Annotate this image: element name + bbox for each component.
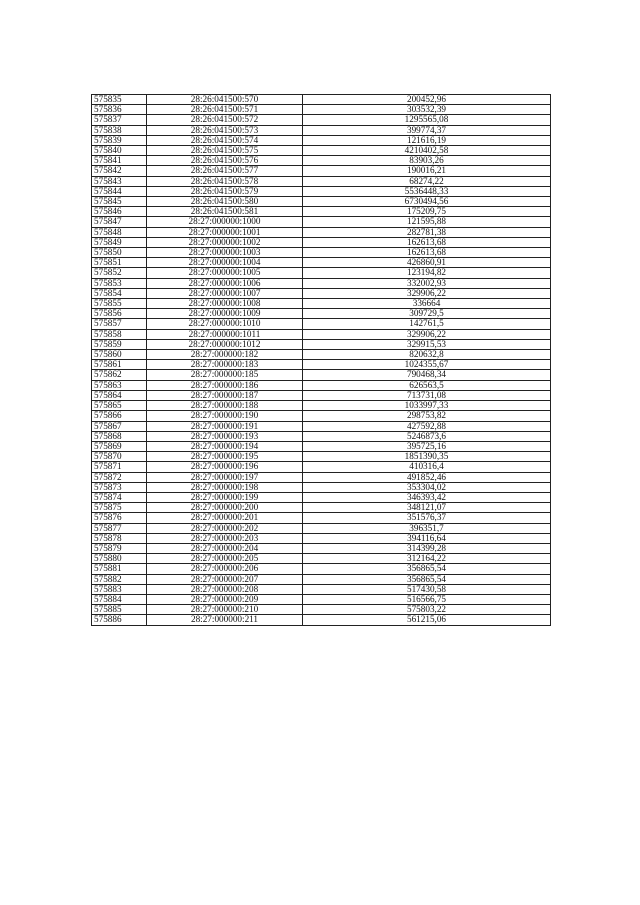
value-cell: 332002,93 [303, 278, 551, 288]
row-number-cell: 575879 [92, 543, 147, 553]
table-row [92, 95, 551, 105]
cadastral-number-cell: 28:27:000000:1006 [147, 278, 303, 288]
value-cell: 312164,22 [303, 554, 551, 564]
value-cell: 395725,16 [303, 441, 551, 451]
value-cell: 4210402,58 [303, 146, 551, 156]
row-number-cell: 575836 [92, 105, 147, 115]
row-number-cell: 575860 [92, 350, 147, 360]
row-number-cell: 575855 [92, 299, 147, 309]
row-number-cell: 575875 [92, 503, 147, 513]
table-row [92, 258, 551, 268]
row-number-cell: 575854 [92, 288, 147, 298]
value-cell: 336664 [303, 299, 551, 309]
row-number-cell: 575851 [92, 258, 147, 268]
cadastral-number-cell: 28:26:041500:572 [147, 115, 303, 125]
value-cell: 123194,82 [303, 268, 551, 278]
value-cell: 309729,5 [303, 309, 551, 319]
table-row [92, 217, 551, 227]
cadastral-number-cell: 28:27:000000:1005 [147, 268, 303, 278]
row-number-cell: 575852 [92, 268, 147, 278]
cadastral-number-cell: 28:27:000000:195 [147, 452, 303, 462]
row-number-cell: 575861 [92, 360, 147, 370]
table-row [92, 452, 551, 462]
value-cell: 298753,82 [303, 411, 551, 421]
cadastral-number-cell: 28:27:000000:187 [147, 390, 303, 400]
value-cell: 713731,08 [303, 390, 551, 400]
value-cell: 175209,75 [303, 207, 551, 217]
cadastral-number-cell: 28:26:041500:571 [147, 105, 303, 115]
cadastral-number-cell: 28:27:000000:196 [147, 462, 303, 472]
value-cell: 351576,37 [303, 513, 551, 523]
cadastral-number-cell: 28:27:000000:207 [147, 574, 303, 584]
table-row [92, 482, 551, 492]
value-cell: 162613,68 [303, 248, 551, 258]
table-row [92, 401, 551, 411]
row-number-cell: 575871 [92, 462, 147, 472]
cadastral-number-cell: 28:27:000000:1011 [147, 329, 303, 339]
value-cell: 394116,64 [303, 533, 551, 543]
cadastral-number-cell: 28:27:000000:186 [147, 380, 303, 390]
cadastral-number-cell: 28:27:000000:1010 [147, 319, 303, 329]
value-cell: 426860,91 [303, 258, 551, 268]
table-row [92, 186, 551, 196]
row-number-cell: 575885 [92, 605, 147, 615]
table-row [92, 472, 551, 482]
table-row [92, 350, 551, 360]
row-number-cell: 575853 [92, 278, 147, 288]
row-number-cell: 575837 [92, 115, 147, 125]
cadastral-number-cell: 28:27:000000:199 [147, 492, 303, 502]
table-row [92, 574, 551, 584]
row-number-cell: 575865 [92, 401, 147, 411]
row-number-cell: 575874 [92, 492, 147, 502]
value-cell: 348121,07 [303, 503, 551, 513]
cadastral-number-cell: 28:27:000000:211 [147, 615, 303, 625]
row-number-cell: 575846 [92, 207, 147, 217]
row-number-cell: 575872 [92, 472, 147, 482]
table-row [92, 554, 551, 564]
cadastral-number-cell: 28:26:041500:580 [147, 197, 303, 207]
table-row [92, 329, 551, 339]
value-cell: 356865,54 [303, 574, 551, 584]
row-number-cell: 575844 [92, 186, 147, 196]
row-number-cell: 575857 [92, 319, 147, 329]
row-number-cell: 575863 [92, 380, 147, 390]
table-row [92, 421, 551, 431]
cadastral-number-cell: 28:27:000000:198 [147, 482, 303, 492]
value-cell: 1033997,33 [303, 401, 551, 411]
table-row [92, 135, 551, 145]
value-cell: 200452,96 [303, 95, 551, 105]
table-row [92, 339, 551, 349]
cadastral-value-table [91, 94, 551, 626]
cadastral-number-cell: 28:27:000000:203 [147, 533, 303, 543]
value-cell: 6730494,56 [303, 197, 551, 207]
cadastral-number-cell: 28:27:000000:183 [147, 360, 303, 370]
table-row [92, 146, 551, 156]
cadastral-number-cell: 28:27:000000:1002 [147, 237, 303, 247]
row-number-cell: 575849 [92, 237, 147, 247]
row-number-cell: 575859 [92, 339, 147, 349]
value-cell: 83903,26 [303, 156, 551, 166]
cadastral-number-cell: 28:26:041500:578 [147, 176, 303, 186]
table-row [92, 594, 551, 604]
row-number-cell: 575884 [92, 594, 147, 604]
cadastral-number-cell: 28:27:000000:202 [147, 523, 303, 533]
table-row [92, 237, 551, 247]
value-cell: 121595,88 [303, 217, 551, 227]
value-cell: 121616,19 [303, 135, 551, 145]
row-number-cell: 575845 [92, 197, 147, 207]
value-cell: 346393,42 [303, 492, 551, 502]
table-row [92, 248, 551, 258]
table-row [92, 441, 551, 451]
cadastral-number-cell: 28:27:000000:1000 [147, 217, 303, 227]
row-number-cell: 575886 [92, 615, 147, 625]
row-number-cell: 575839 [92, 135, 147, 145]
row-number-cell: 575882 [92, 574, 147, 584]
cadastral-number-cell: 28:27:000000:1001 [147, 227, 303, 237]
cadastral-number-cell: 28:26:041500:570 [147, 95, 303, 105]
row-number-cell: 575835 [92, 95, 147, 105]
cadastral-number-cell: 28:26:041500:577 [147, 166, 303, 176]
cadastral-number-cell: 28:27:000000:190 [147, 411, 303, 421]
table-row [92, 605, 551, 615]
value-cell: 790468,34 [303, 370, 551, 380]
value-cell: 5246873,6 [303, 431, 551, 441]
row-number-cell: 575858 [92, 329, 147, 339]
row-number-cell: 575840 [92, 146, 147, 156]
value-cell: 162613,68 [303, 237, 551, 247]
row-number-cell: 575883 [92, 584, 147, 594]
table-row [92, 503, 551, 513]
row-number-cell: 575848 [92, 227, 147, 237]
row-number-cell: 575847 [92, 217, 147, 227]
row-number-cell: 575881 [92, 564, 147, 574]
value-cell: 516566,75 [303, 594, 551, 604]
cadastral-number-cell: 28:26:041500:575 [147, 146, 303, 156]
cadastral-number-cell: 28:27:000000:1003 [147, 248, 303, 258]
cadastral-number-cell: 28:27:000000:197 [147, 472, 303, 482]
table-row [92, 380, 551, 390]
table-row [92, 513, 551, 523]
table-row [92, 523, 551, 533]
value-cell: 329906,22 [303, 288, 551, 298]
value-cell: 517430,58 [303, 584, 551, 594]
table-row [92, 288, 551, 298]
cadastral-number-cell: 28:27:000000:204 [147, 543, 303, 553]
value-cell: 329906,22 [303, 329, 551, 339]
value-cell: 303532,39 [303, 105, 551, 115]
table-row [92, 492, 551, 502]
table-row [92, 197, 551, 207]
table-row [92, 370, 551, 380]
table-row [92, 268, 551, 278]
cadastral-number-cell: 28:27:000000:1007 [147, 288, 303, 298]
value-cell: 5536448,33 [303, 186, 551, 196]
cadastral-number-cell: 28:27:000000:191 [147, 421, 303, 431]
value-cell: 427592,88 [303, 421, 551, 431]
value-cell: 282781,38 [303, 227, 551, 237]
row-number-cell: 575868 [92, 431, 147, 441]
table-row [92, 156, 551, 166]
cadastral-number-cell: 28:26:041500:579 [147, 186, 303, 196]
table-row [92, 431, 551, 441]
value-cell: 314399,28 [303, 543, 551, 553]
value-cell: 1851390,35 [303, 452, 551, 462]
table-row [92, 584, 551, 594]
cadastral-number-cell: 28:27:000000:1012 [147, 339, 303, 349]
cadastral-number-cell: 28:27:000000:182 [147, 350, 303, 360]
table-row [92, 360, 551, 370]
value-cell: 68274,22 [303, 176, 551, 186]
value-cell: 626563,5 [303, 380, 551, 390]
cadastral-number-cell: 28:27:000000:205 [147, 554, 303, 564]
value-cell: 329915,53 [303, 339, 551, 349]
value-cell: 356865,54 [303, 564, 551, 574]
value-cell: 561215,06 [303, 615, 551, 625]
table-row [92, 227, 551, 237]
value-cell: 820632,8 [303, 350, 551, 360]
row-number-cell: 575867 [92, 421, 147, 431]
value-cell: 1295565,08 [303, 115, 551, 125]
cadastral-number-cell: 28:26:041500:573 [147, 125, 303, 135]
cadastral-number-cell: 28:27:000000:210 [147, 605, 303, 615]
table-body [92, 95, 551, 626]
row-number-cell: 575870 [92, 452, 147, 462]
row-number-cell: 575880 [92, 554, 147, 564]
row-number-cell: 575838 [92, 125, 147, 135]
table-row [92, 166, 551, 176]
row-number-cell: 575876 [92, 513, 147, 523]
cadastral-number-cell: 28:27:000000:1008 [147, 299, 303, 309]
table-row [92, 462, 551, 472]
value-cell: 353304,02 [303, 482, 551, 492]
table-row [92, 390, 551, 400]
row-number-cell: 575877 [92, 523, 147, 533]
cadastral-number-cell: 28:27:000000:209 [147, 594, 303, 604]
row-number-cell: 575842 [92, 166, 147, 176]
table-row [92, 564, 551, 574]
table-row [92, 309, 551, 319]
row-number-cell: 575862 [92, 370, 147, 380]
table-row [92, 115, 551, 125]
cadastral-number-cell: 28:26:041500:581 [147, 207, 303, 217]
cadastral-number-cell: 28:27:000000:185 [147, 370, 303, 380]
value-cell: 1024355,67 [303, 360, 551, 370]
table-row [92, 176, 551, 186]
cadastral-number-cell: 28:27:000000:208 [147, 584, 303, 594]
cadastral-number-cell: 28:27:000000:188 [147, 401, 303, 411]
row-number-cell: 575841 [92, 156, 147, 166]
table-row [92, 278, 551, 288]
cadastral-number-cell: 28:27:000000:1009 [147, 309, 303, 319]
row-number-cell: 575878 [92, 533, 147, 543]
row-number-cell: 575843 [92, 176, 147, 186]
cadastral-number-cell: 28:26:041500:574 [147, 135, 303, 145]
value-cell: 142761,5 [303, 319, 551, 329]
table-row [92, 299, 551, 309]
cadastral-number-cell: 28:27:000000:193 [147, 431, 303, 441]
table-row [92, 207, 551, 217]
value-cell: 190016,21 [303, 166, 551, 176]
cadastral-number-cell: 28:27:000000:206 [147, 564, 303, 574]
cadastral-number-cell: 28:27:000000:1004 [147, 258, 303, 268]
table-row [92, 125, 551, 135]
row-number-cell: 575873 [92, 482, 147, 492]
cadastral-number-cell: 28:27:000000:194 [147, 441, 303, 451]
table-row [92, 615, 551, 625]
table-row [92, 533, 551, 543]
table-row [92, 319, 551, 329]
row-number-cell: 575850 [92, 248, 147, 258]
table-row [92, 411, 551, 421]
value-cell: 396351,7 [303, 523, 551, 533]
table-row [92, 105, 551, 115]
cadastral-number-cell: 28:26:041500:576 [147, 156, 303, 166]
row-number-cell: 575869 [92, 441, 147, 451]
table-row [92, 543, 551, 553]
value-cell: 491852,46 [303, 472, 551, 482]
row-number-cell: 575866 [92, 411, 147, 421]
value-cell: 575803,22 [303, 605, 551, 615]
value-cell: 399774,37 [303, 125, 551, 135]
value-cell: 410316,4 [303, 462, 551, 472]
cadastral-number-cell: 28:27:000000:201 [147, 513, 303, 523]
cadastral-number-cell: 28:27:000000:200 [147, 503, 303, 513]
row-number-cell: 575864 [92, 390, 147, 400]
row-number-cell: 575856 [92, 309, 147, 319]
